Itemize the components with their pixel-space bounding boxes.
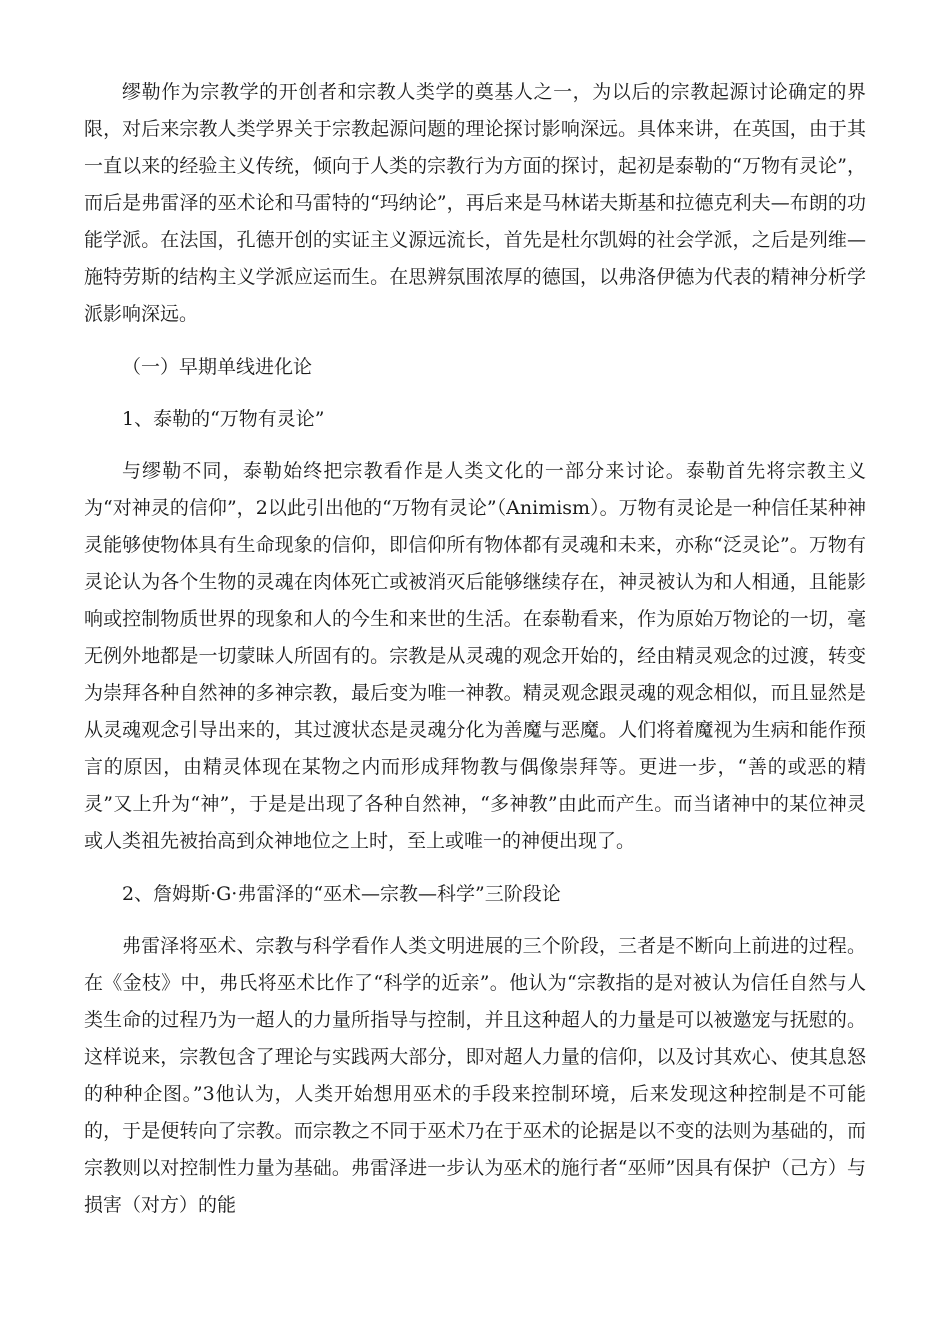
subsection-heading-tylor-animism: 1、泰勒的“万物有灵论” <box>122 408 325 430</box>
document-page <box>84 74 866 1224</box>
subsection-heading-frazer-three-stages: 2、詹姆斯·G·弗雷泽的“巫术—宗教—科学”三阶段论 <box>122 883 561 905</box>
paragraph-tylor-animism: 与缪勒不同，泰勒始终把宗教看作是人类文化的一部分来讨论。泰勒首先将宗教主义为“对神灵的信仰”，2以此引出他的“万物有灵论”（Animism）。万物有灵论是一种信任某种神灵能够使物体具有生命现象的信仰，即信仰所有物体都有灵魂和未来，亦称“泛灵论”。万物有灵论认为各个生物的灵魂在肉体死亡或被消灭后能够继续存在，神灵被认为和人相通，且能影响或控制物质世界的现象和人的今生和来世的生活。在泰勒看来，作为原始万物论的一切，毫无例外地都是一切蒙昧人所固有的。宗教是从灵魂的观念开始的，经由精灵观念的过渡，转变为崇拜各种自然神的多神宗教，最后变为唯一神教。精灵观念跟灵魂的观念相似，而且显然是从灵魂观念引导出来的，其过渡状态是灵魂分化为善魔与恶魔。人们将着魔视为生病和能作预言的原因，由精灵体现在某物之内而形成拜物教与偶像崇拜等。更进一步，“善的或恶的精灵”又上升为“神”，于是是出现了各种自然神，“多神教”由此而产生。而当诸神中的某位神灵或人类祖先被抬高到众神地位之上时，至上或唯一的神便出现了。 <box>84 460 866 852</box>
paragraph-frazer-magic-religion-science: 弗雷泽将巫术、宗教与科学看作人类文明进展的三个阶段，三者是不断向上前进的过程。在《金枝》中，弗氏将巫术比作了“科学的近亲”。他认为“宗教指的是对被认为信任自然与人类生命的过程乃为一超人的力量所指导与控制，并且这种超人的力量是可以被邀宠与抚慰的。这样说来，宗教包含了理论与实践两大部分，即对超人力量的信仰，以及讨其欢心、使其息怒的种种企图。”3他认为，人类开始想用巫术的手段来控制环境，后来发现这种控制是不可能的，于是便转向了宗教。而宗教之不同于巫术乃在于巫术的论据是以不变的法则为基础的，而宗教则以对控制性力量为基础。弗雷泽进一步认为巫术的施行者“巫师”因具有保护（己方）与损害（对方）的能 <box>84 935 866 1216</box>
paragraph-muller-legacy: 缪勒作为宗教学的开创者和宗教人类学的奠基人之一，为以后的宗教起源讨论确定的界限，对后来宗教人类学界关于宗教起源问题的理论探讨影响深远。具体来讲，在英国，由于其一直以来的经验主义传统，倾向于人类的宗教行为方面的探讨，起初是泰勒的“万物有灵论”，而后是弗雷泽的巫术论和马雷特的“玛纳论”，再后来是马林诺夫斯基和拉德克利夫—布朗的功能学派。在法国，孔德开创的实证主义源远流长，首先是杜尔凯姆的社会学派，之后是列维—施特劳斯的结构主义学派应运而生。在思辨氛围浓厚的德国，以弗洛伊德为代表的精神分析学派影响深远。 <box>84 81 866 325</box>
section-heading-early-evolutionism: （一）早期单线进化论 <box>122 356 313 378</box>
